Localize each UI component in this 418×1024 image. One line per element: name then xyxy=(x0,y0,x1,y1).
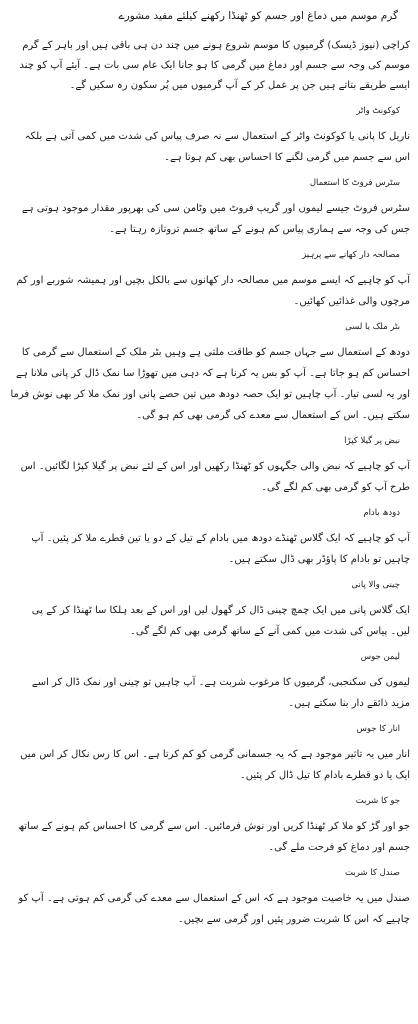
section-heading-pomegranate-juice: انار کا جوس xyxy=(356,724,400,734)
section-heading-almond-milk: دودھ بادام xyxy=(363,508,400,518)
article-intro: کراچی (نیوز ڈیسک) گرمیوں کا موسم شروع ہونے میں چند دن ہی باقی ہیں اور باہر کے گرم موسم کی وجہ سے جسم اور دماغ میں گرمی کا ہو جانا ایک عام سی بات ہے۔ آیئے آپ کو چند ایسے طریقے بتاتے ہیں جن پر عمل کر کے آپ گرمیوں میں پُر سکون رہ سکیں گے۔ xyxy=(19,40,410,91)
section-body-wet-cloth: آپ کو چاہیے کہ نبض والی جگہوں کو ٹھنڈا رکھیں اور اس کے لئے نبض پر گیلا کپڑا لگائیں۔ اس طرح آپ کو گرمی بھی کم لگے گی۔ xyxy=(20,461,410,493)
section-body-citrus-fruit: سٹرس فروٹ جیسے لیموں اور گریپ فروٹ میں وٹامن سی کی بھرپور مقدار موجود ہوتی ہے جس کی وجہ سے ہماری پیاس کم ہونے کے ساتھ جسم تروتازہ رہتا ہے۔ xyxy=(21,203,410,235)
section-heading-wet-cloth: نبض پر گیلا کپڑا xyxy=(344,436,400,446)
section-body-spicy-food: آپ کو چاہیے کہ ایسے موسم میں مصالحہ دار کھانوں سے بالکل بچیں اور ہمیشہ شوربے اور کم مرچوں والی غذائیں کھائیں۔ xyxy=(16,275,410,307)
section-body-barley-drink: جو اور گڑ کو ملا کر ٹھنڈا کریں اور نوش فرمائیں۔ اس سے گرمی کا احساس کم ہونے کے ساتھ جسم اور دماغ کو فرحت ملے گی۔ xyxy=(17,821,410,853)
section-body-almond-milk: آپ کو چاہیے کہ ایک گلاس ٹھنڈے دودھ میں بادام کے تیل کے دو یا تین قطرے ملا کر پئیں۔ آپ چاہیں تو بادام کا پاؤڈر بھی ڈال سکتے ہیں۔ xyxy=(31,533,410,565)
section-body-coconut-water: ناریل کا پانی یا کوکونٹ واٹر کے استعمال سے نہ صرف پیاس کی شدت میں کمی آتی ہے بلکہ اس سے جسم میں گرمی لگنے کا احساس بھی کم ہوتا ہے۔ xyxy=(24,131,410,163)
section-heading-buttermilk: بٹر ملک یا لسی xyxy=(345,322,400,332)
section-heading-spicy-food: مصالحہ دار کھانے سے پرہیز xyxy=(302,250,400,260)
section-heading-barley-drink: جو کا شربت xyxy=(355,796,400,806)
section-body-pomegranate-juice: انار میں یہ تاثیر موجود ہے کہ یہ جسمانی گرمی کو کم کرتا ہے۔ اس کا رس نکال کر اس میں ایک یا دو قطرے بادام کا تیل ڈال کر پئیں۔ xyxy=(20,749,410,781)
section-body-sandalwood-drink: صندل میں یہ خاصیت موجود ہے کہ اس کے استعمال سے معدے کی گرمی کم ہوتی ہے۔ آپ کو چاہیے کہ اس کا شربت ضرور پئیں اور گرمی سے بچیں۔ xyxy=(18,893,410,925)
section-body-buttermilk: دودھ کے استعمال سے جہاں جسم کو طاقت ملتی ہے وہیں بٹر ملک کے استعمال سے گرمی کا احساس کم ہو جاتا ہے۔ آپ کو بس یہ کرنا ہے کہ دہی میں تھوڑا سا نمک ڈال کر پانی ملانا ہے اور یہ لسی تیار۔ آپ چاہیں تو ایک حصہ دودھ میں تین حصے پانی اور نمک ملا کر بھی نوش فرما سکتے ہیں۔ اس کے استعمال سے معدے کی گرمی بھی کم ہو گی۔ xyxy=(10,347,410,421)
section-heading-sandalwood-drink: صندل کا شربت xyxy=(345,868,400,878)
section-body-lemon-juice: لیموں کی سکنجبی، گرمیوں کا مرغوب شربت ہے۔ آپ چاہیں تو چینی اور نمک ڈال کر اسے مزید ذائقے دار بنا سکتے ہیں۔ xyxy=(31,677,410,709)
section-heading-lemon-juice: لیمن جوس xyxy=(360,652,400,662)
section-heading-coconut-water: کوکونٹ واٹر xyxy=(356,106,400,116)
section-heading-sugar-water: چینی والا پانی xyxy=(351,580,400,590)
section-body-sugar-water: ایک گلاس پانی میں ایک چمچ چینی ڈال کر گھول لیں اور اس کے بعد ہلکا سا ٹھنڈا کر کے پی لیں۔ پیاس کی شدت میں کمی آنے کے ساتھ گرمی بھی کم لگے گی۔ xyxy=(31,605,410,637)
article-title: گرم موسم میں دماغ اور جسم کو ٹھنڈا رکھنے کیلئے مفید مشورے xyxy=(118,10,398,22)
section-heading-citrus-fruit: سٹرس فروٹ کا استعمال xyxy=(309,178,400,188)
